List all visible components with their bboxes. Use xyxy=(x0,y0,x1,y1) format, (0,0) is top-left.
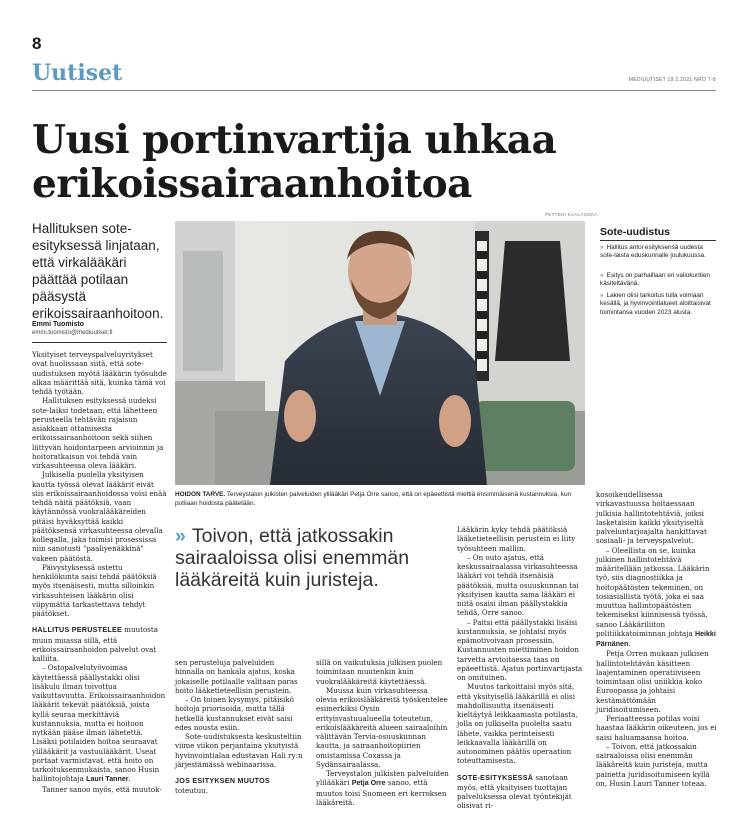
sidebar-item xyxy=(600,292,716,317)
article-column-4 xyxy=(457,525,587,811)
chevron-icon: » xyxy=(600,244,604,251)
caption-label: HOIDON TARVE. xyxy=(175,491,226,498)
paragraph: – Paitsi että päällystakki lisäisi kustannuksia, se johtaisi myös epämotivoivaan prosessiin. Kustannusten miettiminen hoidon tarvetta arvioitaessa taas on epäeettistä. Ajatus portinvartijasta on omituinen. xyxy=(457,617,583,682)
paragraph: – On toinen kysymys, pitäisikö hoitoja priorisoida, mutta tällä hetkellä kustannukset eivät saisi edes nousta esiin. xyxy=(175,695,294,732)
photo-credit: PETTERI KAALASMAA xyxy=(545,212,598,217)
paragraph: Lääkärin kyky tehdä päätöksiä lääketieteellisin perustein ei liity työsuhteen malliin. xyxy=(457,525,576,553)
paragraph-text: sanoo, että muutos toisi Suomeen eri kerroksen lääkäreitä. xyxy=(316,778,447,807)
issue-meta: MEDIUUTISET 19.2.2021 NRO 7-8 xyxy=(628,77,716,83)
paragraph xyxy=(316,769,451,807)
article-column-5 xyxy=(596,490,718,788)
paragraph-text: muutosta muun muassa sillä, että erikoissairaanhoidon palvelut ovat kalliita. xyxy=(32,625,159,663)
sidebar-item xyxy=(600,244,716,261)
page-number: 8 xyxy=(32,34,42,53)
sidebar-title: Sote-uudistus xyxy=(600,226,670,238)
paragraph: Yksityiset terveyspalveluyritykset ovat huolissaan siitä, että sote-uudistuksen myötä lääkärin työsuhde alkaa määrittää sitä, kuinka tämä voi tehdä työtään. xyxy=(32,350,167,396)
subhead-caps: HALLITUS PERUSTELEE xyxy=(32,626,123,635)
striped-scarf xyxy=(477,241,487,371)
paragraph: Muutos tarkoittaisi myös sitä, että yksityisellä lääkärillä ei olisi mahdollisuutta itsenäisesti kieltäytyä leikkaamasta potilasta, jolla on julkiselta puolelta saatu lähete, vaikka perinteisesti leikkaavalla lääkärillä on autonominen päätös operaation toteuttamisesta. xyxy=(457,682,578,766)
paragraph xyxy=(596,546,718,650)
header-rule xyxy=(32,90,716,91)
photo-caption xyxy=(175,490,585,508)
paragraph: – On outo ajatus, että keskussairaalassa virkasuhteessa lääkäri voi tehdä itsenäisiä päätöksiä, mutta osuuskunnan tai yksityisen kautta sama lääkäri ei niitä osaisi ilman päällystakkia tehdä, Orre sanoo. xyxy=(457,552,579,618)
subhead-caps: JOS ESITYKSEN MUUTOS xyxy=(175,777,270,785)
quote-chevron-icon: » xyxy=(175,525,186,547)
headline: Uusi portinvartija uhkaa erikoissairaanhoitoa xyxy=(32,117,557,207)
paragraph: sillä on vaikutuksia julkisen puolen toimintaan muutenkin kuin vuokralääkäreitä käytettäessä. xyxy=(316,658,443,686)
subhead-caps: SOTE-ESITYKSESSÄ xyxy=(457,773,534,782)
article-column-3 xyxy=(316,658,451,807)
paragraph-text: . xyxy=(128,774,131,784)
paragraph xyxy=(32,625,167,663)
chevron-icon: » xyxy=(600,292,604,299)
paragraph: Hallituksen esityksessä uudeksi sote-laiksi todetaan, että lähetteen perusteella tehtävän rajaisun asiakkaan ottamisesta erikoissairaanhoitoon sekä siihen liittyvän hoidontarpeen arvioinnin ja hoitoratkaisun voi tehdä vain virkasuhteessa oleva lääkäri. xyxy=(32,396,164,470)
section-title: Uutiset xyxy=(32,60,123,86)
byline-rule xyxy=(32,342,167,343)
paragraph xyxy=(175,776,305,796)
paragraph-text: – Oleellista on se, kuinka julkinen hallintotehtävä määritellään jatkossa. Lääkärin työ, siis diagnostiikka ja hoitopäätösten tekeminen, on tosiasiallista työtä, joka ei saa muuttua hallintopäätösten tekemiseksi kiinnisessä työssä, sanoo Lääkäriliiton politiikkatoiminnan johtaja xyxy=(596,545,710,638)
article-column-1 xyxy=(32,350,167,794)
sidebar-item xyxy=(600,272,716,289)
paragraph: Muussa kuin virkasuhteessa olevia erikoislääkäreitä työskentelee esimerkiksi Oysin erityisvastuualueella toteutetun, erikoislääkäreitä alueen sairaaloihin välittävän Tervia-osuuskunnan kautta, ja sairaanhoitopiirien omistamissa Coxassa ja Sydänsairaalassa. xyxy=(316,685,448,769)
sidebar-item-text: Hallitus antoi esityksensä uudesta sote-laista eduskunnalle joulukuussa. xyxy=(600,244,706,260)
article-photo xyxy=(175,221,585,485)
author-name: Emmi Tuomisto xyxy=(32,321,84,328)
portrait-illustration xyxy=(175,221,585,485)
author-email: emmi.tuomisto@mediuutiset.fi xyxy=(32,330,113,336)
person-name: Heikki Pärnänen xyxy=(596,629,716,648)
lead-paragraph: Hallituksen sote-esityksessä linjataan, että virkalääkäri päättää potilaan pääsystä erikoissairaanhoitoon. xyxy=(32,221,164,321)
paragraph xyxy=(457,773,587,811)
paragraph: Sote-uudistuksesta keskusteltiin viime viikon perjantaina yksityistä hyvinvointialaa edustavan Hali ry:n järjestämässä webinaarissa. xyxy=(175,732,303,769)
paragraph-text: . xyxy=(628,639,631,648)
paragraph: sen perusteluja palveluiden hinnalla on hankala ajatus, koska jokaiselle potilaalle valitaan paras hoito lääketieteellisin perustein. xyxy=(175,658,298,695)
paragraph: – Toivon, että jatkossakin sairaaloissa olisi enemmän lääkäreitä kuin juristeja, mutta painetta juridisoitumiseen kyllä on, Husin Lauri Tanner toteaa. xyxy=(596,741,710,788)
person-name: Lauri Tanner xyxy=(86,775,129,784)
chevron-icon: » xyxy=(600,272,604,279)
paragraph: Petja Orren mukaan julkisen hallintotehtävän käsitteen laajentaminen operatiiviseen toimintaan olisi uniikkia koko Euroopassa ja johtaisi kestämättömään juridisoitumiseen. xyxy=(596,649,709,714)
paragraph xyxy=(32,663,167,784)
paragraph: Julkisella puolella yksityisen kautta työssä olevat lääkärit eivät siis erikoissairaanhoidossa voisi enää tehdä näitä päätöksiä, vaan käytännössä vuokralääkäreiden pitäisi hyväksyttää kaikki päätöksensä virkasuhteessa olevalla kollegalla, jaka toimisi prosessissa niin sanotusti "paaliyenäkkinä" vakeen päätöstä. xyxy=(32,470,167,563)
paragraph-text: Terveystalon julkisten palveluiden ylilääkäri xyxy=(316,769,449,788)
paragraph: Päivystyksessä ostettu henkilökunta saisi tehdä päätöksiä myös itsenäisesti, mutta silloinkin virkasuhteisen lääkärin olisi viipymättä tarkastettava tehdyt päätökset. xyxy=(32,562,157,618)
pull-quote-text: Toivon, että jatkossakin sairaaloissa olisi enemmän lääkäreitä kuin juristeja. xyxy=(175,525,410,591)
paragraph-text: toteutuu, xyxy=(175,786,208,796)
person-name: Petja Orre xyxy=(351,779,386,788)
paragraph: kosoikeudellisessa virkavastuussa hoitaessaan julkisia hallintotehtäviä, joiksi lasketaisiin kaikki yksityiseltä palveluntarjoajalta hankittavat sosiaali- ja terveyspalvelut. xyxy=(596,490,707,546)
sidebar-item-text: Lakien olisi tarkoitus tulla voimaan kesällä, ja hyvinvointialueet aloittaisivat toimintansa vuoden 2023 alusta. xyxy=(600,292,711,316)
paragraph-text: sanotaan myös, että yksityisen tuottajan palveluksessa olevat työntekijät olisivat ri- xyxy=(457,772,572,811)
paragraph-text: – Ostopalvelutyövoimaa käytettäessä päällystakki olisi lisäkulu ilman toivottua vaikuttavuutta. Erikoissairaanhoidon lääkärit tekevät päätöksiä, joista kyllä seuraa merkittäviä kustannuksia, mutta ei hoitoon nytkään pääse ilman lähetettä. Lisäksi potilaiden hoitoa seuraavat ylilääkärit ja vastuulääkärit. Useat portaat varmistavat, että hoito on tarkoituksenmukaista, sanoo Husin hallintojohtaja xyxy=(32,663,166,784)
sidebar-rule xyxy=(600,240,716,241)
article-column-2 xyxy=(175,658,305,796)
paragraph: Periaatteessa potilas voisi haastaa lääkärin oikeuteen, jos ei saisi haluamaansa hoitoa. xyxy=(596,714,717,742)
paragraph: Tanner sanoo myös, että muutok- xyxy=(42,784,162,794)
pull-quote xyxy=(175,525,455,591)
caption-text: Terveystalon julkisten palveluiden ylilääkäri Petja Orre sanoo, että on epäeettistä miettiä ensimmäisenä kustannuksia, kun potilaan hoidosta päätetään. xyxy=(175,491,572,507)
sidebar-item-text: Esitys on parhaillaan eri valiokuntien käsiteltävänä. xyxy=(600,272,710,288)
